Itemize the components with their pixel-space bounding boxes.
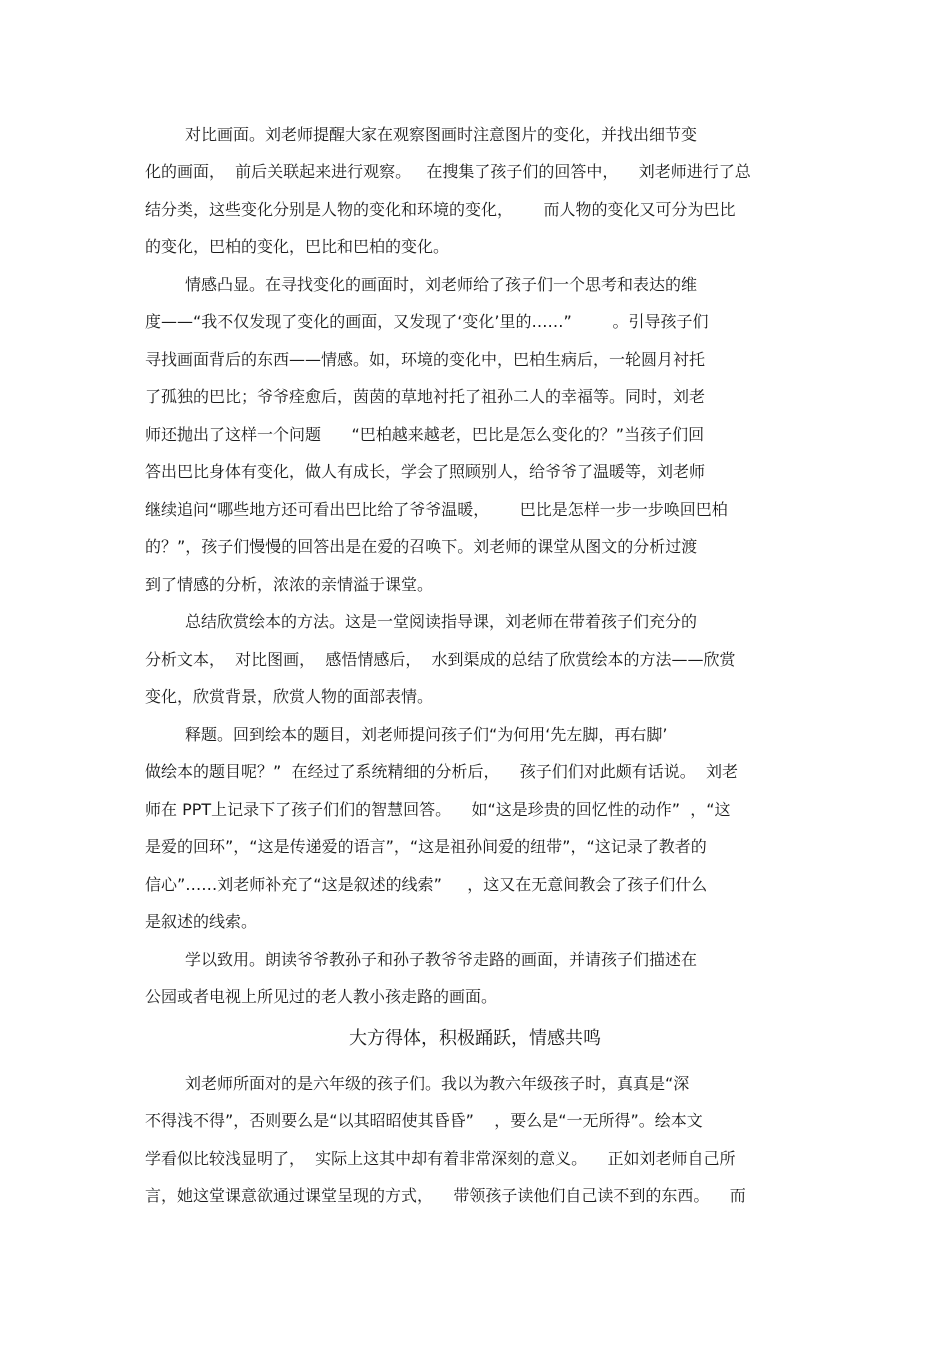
paragraph-line: 的？”，孩子们慢慢的回答出是在爱的召唤下。刘老师的课堂从图文的分析过渡 bbox=[145, 537, 698, 556]
paragraph-line: 师在 PPT上记录下了孩子们们的智慧回答。 如“这是珍贵的回忆性的动作” ，“这 bbox=[145, 800, 731, 819]
paragraph-line: 是爱的回环”，“这是传递爱的语言”，“这是祖孙间爱的纽带”，“这记录了教者的 bbox=[145, 837, 707, 856]
paragraph-line: 言，她这堂课意欲通过课堂呈现的方式， 带领孩子读他们自己读不到的东西。 而 bbox=[145, 1186, 746, 1205]
paragraph-line: 化的画面， 前后关联起来进行观察。 在搜集了孩子们的回答中， 刘老师进行了总 bbox=[145, 162, 751, 181]
paragraph-line: 分析文本， 对比图画， 感悟情感后， 水到渠成的总结了欣赏绘本的方法——欣赏 bbox=[145, 650, 736, 669]
paragraph-line: 寻找画面背后的东西——情感。如，环境的变化中，巴柏生病后，一轮圆月衬托 bbox=[145, 350, 706, 369]
paragraph-line: 的变化，巴柏的变化，巴比和巴柏的变化。 bbox=[145, 237, 450, 256]
paragraph-line: 师还抛出了这样一个问题 “巴柏越来越老，巴比是怎么变化的？”当孩子们回 bbox=[145, 425, 705, 444]
paragraph-line: 公园或者电视上所见过的老人教小孩走路的画面。 bbox=[145, 987, 498, 1006]
paragraph-line: 变化，欣赏背景，欣赏人物的面部表情。 bbox=[145, 687, 434, 706]
paragraph-line: 到了情感的分析，浓浓的亲情溢于课堂。 bbox=[145, 575, 434, 594]
paragraph-line: 结分类，这些变化分别是人物的变化和环境的变化， 而人物的变化又可分为巴比 bbox=[145, 200, 736, 219]
paragraph-line: 是叙述的线索。 bbox=[145, 912, 258, 931]
paragraph-line: 学看似比较浅显明了， 实际上这其中却有着非常深刻的意义。 正如刘老师自己所 bbox=[145, 1149, 736, 1168]
paragraph-line: 总结欣赏绘本的方法。这是一堂阅读指导课，刘老师在带着孩子们充分的 bbox=[185, 612, 698, 631]
paragraph-line: 度——“我不仅发现了变化的画面，又发现了‘变化’里的……” 。引导孩子们 bbox=[145, 312, 709, 331]
paragraph-line: 做绘本的题目呢？” 在经过了系统精细的分析后， 孩子们们对此颇有话说。 刘老 bbox=[145, 762, 738, 781]
paragraph-line: 不得浅不得”，否则要么是“以其昭昭使其昏昏” ，要么是“一无所得”。绘本文 bbox=[145, 1111, 703, 1130]
paragraph-line: 了孤独的巴比；爷爷痊愈后，茵茵的草地衬托了祖孙二人的幸福等。同时，刘老 bbox=[145, 387, 706, 406]
paragraph-line: 情感凸显。在寻找变化的画面时，刘老师给了孩子们一个思考和表达的维 bbox=[185, 275, 698, 294]
paragraph-line: 答出巴比身体有变化，做人有成长，学会了照顾别人，给爷爷了温暖等，刘老师 bbox=[145, 462, 706, 481]
paragraph-line: 释题。回到绘本的题目，刘老师提问孩子们“为何用‘先左脚，再右脚’ bbox=[185, 725, 668, 744]
section-heading: 大方得体，积极踊跃，情感共鸣 bbox=[349, 1028, 601, 1049]
paragraph-line: 刘老师所面对的是六年级的孩子们。我以为教六年级孩子时，真真是“深 bbox=[185, 1074, 690, 1093]
paragraph-line: 学以致用。朗读爷爷教孙子和孙子教爷爷走路的画面，并请孩子们描述在 bbox=[185, 950, 698, 969]
paragraph-line: 继续追问“哪些地方还可看出巴比给了爷爷温暖， 巴比是怎样一步一步唤回巴柏 bbox=[145, 500, 728, 519]
paragraph-line: 信心”……刘老师补充了“这是叙述的线索” ，这又在无意间教会了孩子们什么 bbox=[145, 875, 708, 894]
paragraph-line: 对比画面。刘老师提醒大家在观察图画时注意图片的变化，并找出细节变 bbox=[185, 125, 698, 144]
